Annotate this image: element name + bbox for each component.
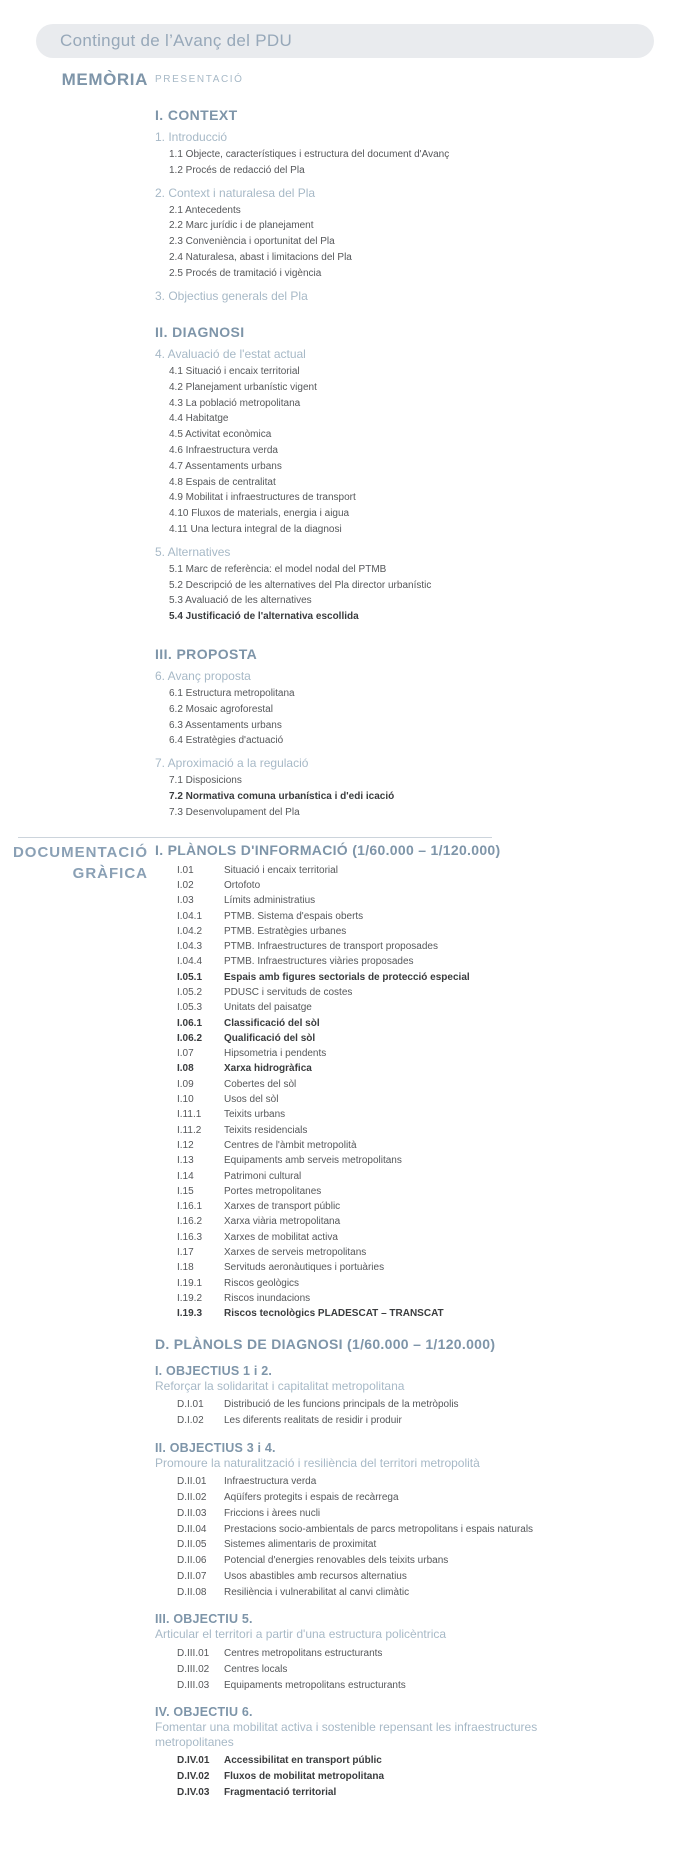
section-items bbox=[155, 686, 690, 749]
planol-label: Xarxa hidrogràfica bbox=[224, 1063, 312, 1075]
planol-code: I.13 bbox=[177, 1155, 194, 1167]
objectius-group bbox=[155, 1364, 690, 1429]
planol-row bbox=[155, 1474, 690, 1490]
toc-item: 4.10 Fluxos de materials, energia i aigua bbox=[169, 508, 350, 520]
planol-row bbox=[155, 1306, 690, 1321]
planol-row bbox=[155, 1077, 690, 1092]
planol-row bbox=[155, 1184, 690, 1199]
planol-code: I.04.1 bbox=[177, 910, 203, 922]
planol-code: D.II.02 bbox=[177, 1491, 207, 1503]
planol-label: Aqüífers protegits i espais de recàrrega bbox=[224, 1491, 399, 1503]
planol-label: Usos abastibles amb recursos alternatius bbox=[224, 1570, 407, 1582]
planol-row bbox=[155, 1646, 690, 1662]
planol-row bbox=[155, 1245, 690, 1260]
planol-label: Infraestructura verda bbox=[224, 1476, 317, 1488]
planol-label: PTMB. Estratègies urbanes bbox=[224, 925, 347, 937]
planol-label: Les diferents realitats de residir i produir bbox=[224, 1414, 402, 1426]
memoria-section bbox=[155, 670, 690, 749]
planol-label: Fragmentació territorial bbox=[224, 1786, 337, 1798]
planol-row bbox=[155, 1260, 690, 1275]
planol-code: D.II.05 bbox=[177, 1539, 207, 1551]
planols-diagnosi-title: D. PLÀNOLS DE DIAGNOSI (1/60.000 – 1/120.000) bbox=[155, 1335, 496, 1352]
section-items bbox=[155, 364, 690, 538]
planol-code: I.19.2 bbox=[177, 1292, 203, 1304]
planol-row bbox=[155, 1537, 690, 1553]
planol-label: Usos del sòl bbox=[224, 1094, 279, 1106]
planol-label: Distribució de les funcions principals de la metròpolis bbox=[224, 1399, 459, 1411]
planol-code: I.16.3 bbox=[177, 1231, 203, 1243]
planol-row bbox=[155, 1092, 690, 1107]
toc-item: 2.1 Antecedents bbox=[169, 204, 241, 216]
toc-item: 7.3 Desenvolupament del Pla bbox=[169, 806, 300, 818]
planol-label: Unitats del paisatge bbox=[224, 1002, 312, 1014]
toc-item: 6.2 Mosaic agroforestal bbox=[169, 703, 273, 715]
planol-row bbox=[155, 1016, 690, 1031]
planol-code: I.11.1 bbox=[177, 1109, 202, 1121]
planol-row bbox=[155, 1397, 690, 1413]
memoria-band bbox=[0, 67, 690, 821]
planol-code: D.IV.01 bbox=[177, 1755, 210, 1767]
planol-code: D.IV.03 bbox=[177, 1786, 210, 1798]
toc-item: 4.8 Espais de centralitat bbox=[169, 476, 276, 488]
planol-label: Equipaments metropolitans estructurants bbox=[224, 1679, 406, 1691]
planol-row bbox=[155, 1785, 690, 1801]
memoria-part bbox=[155, 647, 690, 821]
planol-row bbox=[155, 985, 690, 1000]
planol-row bbox=[155, 1291, 690, 1306]
planol-label: Ortofoto bbox=[224, 879, 261, 891]
section-title: 5. Alternatives bbox=[155, 544, 231, 559]
part-title: II. DIAGNOSI bbox=[155, 324, 245, 341]
planol-code: I.02 bbox=[177, 879, 194, 891]
planol-code: D.II.04 bbox=[177, 1523, 207, 1535]
memoria-section bbox=[155, 131, 690, 179]
planol-label: Xarxa viària metropolitana bbox=[224, 1216, 341, 1228]
planol-row bbox=[155, 893, 690, 908]
memoria-label: MEMÒRIA bbox=[61, 70, 148, 89]
part-sections bbox=[155, 131, 690, 303]
toc-item: 4.6 Infraestructura verda bbox=[169, 445, 278, 457]
section-items bbox=[155, 203, 690, 282]
planol-label: Friccions i àrees nucli bbox=[224, 1507, 321, 1519]
planol-label: Teixits urbans bbox=[224, 1109, 286, 1121]
planol-code: D.III.03 bbox=[177, 1679, 210, 1691]
memoria-part bbox=[155, 325, 690, 625]
planol-code: I.18 bbox=[177, 1262, 194, 1274]
toc-item: 6.3 Assentaments urbans bbox=[169, 719, 282, 731]
planol-row bbox=[155, 1490, 690, 1506]
planol-row bbox=[155, 863, 690, 878]
objectius-subtitle: Fomentar una mobilitat activa i sostenible repensant les infraestructures metropolitanes bbox=[155, 1720, 538, 1749]
planol-row bbox=[155, 1199, 690, 1214]
toc-item: 5.3 Avaluació de les alternatives bbox=[169, 595, 312, 607]
section-items bbox=[155, 562, 690, 625]
toc-item: 6.4 Estratègies d'actuació bbox=[169, 735, 284, 747]
planol-label: Equipaments amb serveis metropolitans bbox=[224, 1155, 402, 1167]
planols-informacio-title: I. PLÀNOLS D'INFORMACIÓ (1/60.000 – 1/120.000) bbox=[155, 841, 501, 858]
section-items bbox=[155, 773, 690, 820]
part-title: III. PROPOSTA bbox=[155, 646, 258, 663]
memoria-section bbox=[155, 290, 690, 304]
planol-code: I.06.1 bbox=[177, 1017, 203, 1029]
planol-code: I.03 bbox=[177, 895, 194, 907]
planol-code: I.05.2 bbox=[177, 986, 203, 998]
memoria-part bbox=[155, 108, 690, 303]
planol-label: PTMB. Infraestructures de transport proposades bbox=[224, 941, 438, 953]
planol-label: Xarxes de mobilitat activa bbox=[224, 1231, 338, 1243]
planol-label: PDUSC i servituds de costes bbox=[224, 986, 353, 998]
planol-label: Situació i encaix territorial bbox=[224, 864, 338, 876]
planol-label: Portes metropolitanes bbox=[224, 1185, 322, 1197]
planol-code: I.17 bbox=[177, 1247, 194, 1259]
planol-code: I.16.1 bbox=[177, 1201, 203, 1213]
objectius-items bbox=[155, 1474, 690, 1600]
planol-row bbox=[155, 1553, 690, 1569]
planol-code: D.II.03 bbox=[177, 1507, 207, 1519]
toc-item: 7.1 Disposicions bbox=[169, 775, 242, 787]
toc-item: 1.1 Objecte, característiques i estructura del document d'Avanç bbox=[169, 149, 450, 160]
planol-row bbox=[155, 970, 690, 985]
planol-row bbox=[155, 1107, 690, 1122]
toc-item: 2.3 Conveniència i oportunitat del Pla bbox=[169, 236, 335, 248]
planol-code: I.07 bbox=[177, 1048, 194, 1060]
documentacio-grafica-label bbox=[0, 842, 148, 884]
planol-code: D.II.06 bbox=[177, 1555, 207, 1567]
toc-item: 1.2 Procés de redacció del Pla bbox=[169, 164, 305, 176]
planol-label: Teixits residencials bbox=[224, 1124, 308, 1136]
section-title: 4. Avaluació de l'estat actual bbox=[155, 347, 306, 362]
planol-label: Riscos geològics bbox=[224, 1277, 300, 1289]
toc-item: 5.2 Descripció de les alternatives del Pla director urbanístic bbox=[169, 579, 432, 591]
planol-label: Centres locals bbox=[224, 1663, 288, 1675]
toc-item: 5.4 Justificació de l'alternativa escollida bbox=[169, 611, 359, 623]
planol-label: Patrimoni cultural bbox=[224, 1170, 302, 1182]
section-items bbox=[155, 147, 690, 179]
section-title: 2. Context i naturalesa del Pla bbox=[155, 185, 316, 200]
planol-label: Sistemes alimentaris de proximitat bbox=[224, 1539, 377, 1551]
planol-code: I.15 bbox=[177, 1185, 194, 1197]
planol-row bbox=[155, 1522, 690, 1538]
planol-code: I.08 bbox=[177, 1063, 194, 1075]
planol-row bbox=[155, 1153, 690, 1168]
planol-row bbox=[155, 1276, 690, 1291]
planols-diagnosi-groups bbox=[155, 1364, 690, 1801]
planol-label: Servituds aeronàutiques i portuàries bbox=[224, 1262, 385, 1274]
objectius-title: II. OBJECTIUS 3 i 4. bbox=[155, 1440, 276, 1455]
planol-row bbox=[155, 1769, 690, 1785]
toc-item: 4.11 Una lectura integral de la diagnosi bbox=[169, 524, 342, 536]
part-title: I. CONTEXT bbox=[155, 107, 238, 123]
planol-row bbox=[155, 1000, 690, 1015]
planol-row bbox=[155, 1214, 690, 1229]
page-title-text: Contingut de l’Avanç del PDU bbox=[60, 31, 293, 50]
planol-label: PTMB. Infraestructures viàries proposades bbox=[224, 956, 414, 968]
planol-row bbox=[155, 1662, 690, 1678]
planol-code: D.I.02 bbox=[177, 1414, 204, 1426]
toc-item: 4.2 Planejament urbanístic vigent bbox=[169, 381, 317, 393]
planol-row bbox=[155, 924, 690, 939]
planol-code: D.I.01 bbox=[177, 1399, 204, 1411]
toc-item: 2.4 Naturalesa, abast i limitacions del Pla bbox=[169, 251, 352, 263]
objectius-items bbox=[155, 1753, 690, 1800]
objectius-subtitle: Reforçar la solidaritat i capitalitat metropolitana bbox=[155, 1378, 405, 1393]
toc-item: 4.7 Assentaments urbans bbox=[169, 460, 282, 472]
toc-item: 4.5 Activitat econòmica bbox=[169, 429, 272, 441]
planol-label: Hipsometria i pendents bbox=[224, 1048, 327, 1060]
section-title: 3. Objectius generals del Pla bbox=[155, 288, 308, 303]
planol-code: I.19.3 bbox=[177, 1308, 203, 1320]
planol-row bbox=[155, 1585, 690, 1601]
objectius-subtitle: Promoure la naturalització i resiliència del territori metropolità bbox=[155, 1455, 480, 1470]
planol-label: Riscos tecnològics PLADESCAT – TRANSCAT bbox=[224, 1308, 444, 1320]
documentacio-label-line2: GRÀFICA bbox=[72, 864, 148, 882]
page-title bbox=[36, 24, 654, 58]
planol-code: D.III.01 bbox=[177, 1647, 210, 1659]
planol-label: Qualificació del sòl bbox=[224, 1032, 316, 1044]
planol-row bbox=[155, 939, 690, 954]
memoria-parts bbox=[155, 108, 690, 821]
planol-code: I.05.3 bbox=[177, 1002, 203, 1014]
planol-row bbox=[155, 1230, 690, 1245]
section-title: 6. Avanç proposta bbox=[155, 669, 251, 684]
memoria-section bbox=[155, 187, 690, 282]
planol-row bbox=[155, 878, 690, 893]
memoria-section bbox=[155, 757, 690, 820]
toc-item: 4.9 Mobilitat i infraestructures de transport bbox=[169, 492, 356, 504]
documentacio-band bbox=[0, 837, 690, 1801]
planol-code: I.01 bbox=[177, 864, 194, 876]
planol-code: I.05.1 bbox=[177, 971, 203, 983]
planol-row bbox=[155, 954, 690, 969]
planol-row bbox=[155, 1123, 690, 1138]
planol-code: D.III.02 bbox=[177, 1663, 210, 1675]
planol-row bbox=[155, 1169, 690, 1184]
planol-label: Resiliència i vulnerabilitat al canvi climàtic bbox=[224, 1586, 410, 1598]
planol-label: Límits administratius bbox=[224, 895, 316, 907]
planol-code: I.16.2 bbox=[177, 1216, 203, 1228]
planol-row bbox=[155, 1569, 690, 1585]
part-sections bbox=[155, 670, 690, 821]
section-title: 7. Aproximació a la regulació bbox=[155, 756, 309, 771]
planol-label: Centres metropolitans estructurants bbox=[224, 1647, 383, 1659]
objectius-group bbox=[155, 1441, 690, 1601]
planol-code: I.10 bbox=[177, 1094, 194, 1106]
planol-row bbox=[155, 1678, 690, 1694]
planol-code: I.14 bbox=[177, 1170, 194, 1182]
planol-label: Riscos inundacions bbox=[224, 1292, 311, 1304]
objectius-title: IV. OBJECTIU 6. bbox=[155, 1705, 253, 1720]
planol-row bbox=[155, 1138, 690, 1153]
toc-item: 2.5 Procés de tramitació i vigència bbox=[169, 267, 322, 279]
planol-label: Centres de l'àmbit metropolità bbox=[224, 1139, 357, 1151]
planol-code: I.11.2 bbox=[177, 1124, 202, 1136]
planol-label: Prestacions socio-ambientals de parcs metropolitans i espais naturals bbox=[224, 1523, 534, 1535]
planols-informacio-list bbox=[155, 863, 690, 1322]
memoria-section bbox=[155, 546, 690, 625]
planol-row bbox=[155, 1753, 690, 1769]
planol-code: I.04.4 bbox=[177, 956, 203, 968]
planol-row bbox=[155, 1031, 690, 1046]
part-sections bbox=[155, 348, 690, 625]
planol-code: D.II.01 bbox=[177, 1476, 207, 1488]
planol-code: I.09 bbox=[177, 1078, 194, 1090]
planol-row bbox=[155, 909, 690, 924]
planol-row bbox=[155, 1061, 690, 1076]
toc-item: 7.2 Normativa comuna urbanística i d'edi icació bbox=[169, 791, 395, 803]
planol-row bbox=[155, 1506, 690, 1522]
section-title: 1. Introducció bbox=[155, 130, 228, 144]
objectius-group bbox=[155, 1705, 690, 1800]
toc-item: 4.1 Situació i encaix territorial bbox=[169, 366, 300, 378]
planol-label: Accessibilitat en transport públic bbox=[224, 1755, 382, 1767]
planol-label: PTMB. Sistema d'espais oberts bbox=[224, 910, 364, 922]
objectius-items bbox=[155, 1646, 690, 1693]
objectius-group bbox=[155, 1612, 690, 1693]
memoria-section bbox=[155, 348, 690, 538]
objectius-items bbox=[155, 1397, 690, 1429]
planol-code: I.12 bbox=[177, 1139, 194, 1151]
planol-label: Fluxos de mobilitat metropolitana bbox=[224, 1771, 385, 1783]
toc-item: 5.1 Marc de referència: el model nodal del PTMB bbox=[169, 563, 387, 575]
toc-item: 4.4 Habitatge bbox=[169, 413, 229, 425]
toc-item: 4.3 La població metropolitana bbox=[169, 397, 301, 409]
divider-line bbox=[18, 837, 492, 838]
objectius-subtitle: Articular el territori a partir d'una estructura policèntrica bbox=[155, 1627, 447, 1642]
planol-code: I.04.3 bbox=[177, 941, 203, 953]
planol-row bbox=[155, 1413, 690, 1429]
planol-code: I.04.2 bbox=[177, 925, 203, 937]
presentacio-heading: PRESENTACIÓ bbox=[155, 74, 244, 85]
planol-label: Xarxes de serveis metropolitans bbox=[224, 1247, 367, 1259]
planol-label: Xarxes de transport públic bbox=[224, 1201, 341, 1213]
planol-code: I.06.2 bbox=[177, 1032, 203, 1044]
planol-label: Espais amb figures sectorials de protecció especial bbox=[224, 971, 470, 983]
planol-code: D.IV.02 bbox=[177, 1771, 210, 1783]
toc-item: 2.2 Marc jurídic i de planejament bbox=[169, 220, 314, 232]
planol-label: Cobertes del sòl bbox=[224, 1078, 297, 1090]
planol-label: Classificació del sòl bbox=[224, 1017, 320, 1029]
toc-item: 6.1 Estructura metropolitana bbox=[169, 688, 295, 700]
planol-code: I.19.1 bbox=[177, 1277, 203, 1289]
planol-code: D.II.07 bbox=[177, 1570, 207, 1582]
planol-label: Potencial d'energies renovables dels teixits urbans bbox=[224, 1555, 449, 1567]
documentacio-label-line1: DOCUMENTACIÓ bbox=[12, 843, 148, 861]
objectius-title: I. OBJECTIUS 1 i 2. bbox=[155, 1363, 273, 1378]
planol-code: D.II.08 bbox=[177, 1586, 207, 1598]
planol-row bbox=[155, 1046, 690, 1061]
objectius-title: III. OBJECTIU 5. bbox=[155, 1612, 253, 1627]
